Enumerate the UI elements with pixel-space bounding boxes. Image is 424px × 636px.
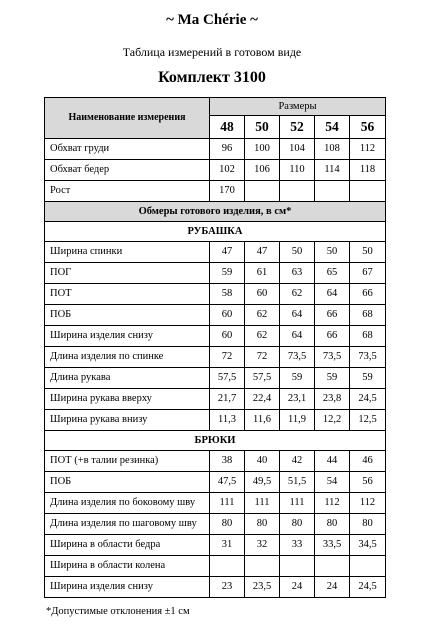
measurement-value: 72	[245, 347, 280, 368]
measurement-value: 112	[315, 493, 350, 514]
measurement-value: 65	[315, 263, 350, 284]
measurement-value: 62	[245, 305, 280, 326]
measurement-value: 60	[210, 326, 245, 347]
measurement-value: 110	[280, 160, 315, 181]
measurement-value: 33	[280, 535, 315, 556]
table-row	[45, 368, 386, 389]
measurement-value: 111	[245, 493, 280, 514]
measurement-value: 22,4	[245, 389, 280, 410]
measurement-value: 51,5	[280, 472, 315, 493]
measurement-value: 102	[210, 160, 245, 181]
measurement-value: 31	[210, 535, 245, 556]
measurement-value: 24	[280, 577, 315, 598]
measurement-value: 68	[350, 326, 386, 347]
measurement-label: ПОБ	[45, 472, 210, 493]
measurement-value: 73,5	[350, 347, 386, 368]
measurement-value: 23	[210, 577, 245, 598]
measurement-value: 66	[350, 284, 386, 305]
measurement-value: 111	[210, 493, 245, 514]
measurement-value: 118	[350, 160, 386, 181]
measurement-value: 46	[350, 451, 386, 472]
measurement-value: 80	[245, 514, 280, 535]
table-row	[45, 451, 386, 472]
measurement-value: 104	[280, 139, 315, 160]
measurement-value: 59	[210, 263, 245, 284]
measurement-label: Ширина изделия снизу	[45, 577, 210, 598]
measurement-label: Длина рукава	[45, 368, 210, 389]
measurement-value: 68	[350, 305, 386, 326]
measurement-value: 58	[210, 284, 245, 305]
measurement-value: 59	[280, 368, 315, 389]
measurement-value: 73,5	[315, 347, 350, 368]
size-header-cell: 52	[280, 116, 315, 139]
measurement-label: Ширина в области колена	[45, 556, 210, 577]
measurement-value: 24,5	[350, 577, 386, 598]
measurement-label: Ширина в области бедра	[45, 535, 210, 556]
measurement-value: 24	[315, 577, 350, 598]
table-row	[45, 326, 386, 347]
table-row	[45, 577, 386, 598]
measurement-value	[315, 556, 350, 577]
document-subtitle: Таблица измерений в готовом виде	[122, 45, 302, 59]
measurement-value: 40	[245, 451, 280, 472]
table-row	[45, 181, 386, 202]
measurement-value	[350, 181, 386, 202]
measurement-name-header: Наименование измерения	[45, 98, 210, 139]
measurement-value	[210, 556, 245, 577]
measurement-value: 11,6	[245, 410, 280, 431]
measurement-value: 80	[350, 514, 386, 535]
measurement-value: 80	[280, 514, 315, 535]
table-row	[45, 493, 386, 514]
measurement-value	[245, 556, 280, 577]
body-measurements	[45, 139, 386, 202]
measurement-value: 50	[315, 242, 350, 263]
measurement-value: 64	[315, 284, 350, 305]
table-row	[45, 284, 386, 305]
measurement-label: ПОГ	[45, 263, 210, 284]
measurement-value: 64	[280, 305, 315, 326]
size-header-cell: 50	[245, 116, 280, 139]
measurement-value	[280, 181, 315, 202]
pants-measurements	[45, 451, 386, 598]
measurement-value: 47	[245, 242, 280, 263]
measurement-value: 54	[315, 472, 350, 493]
measurement-value: 72	[210, 347, 245, 368]
sizes-header: Размеры	[210, 98, 386, 116]
size-header-cell: 48	[210, 116, 245, 139]
measurement-value: 47	[210, 242, 245, 263]
measurement-value: 60	[245, 284, 280, 305]
measurement-value: 80	[210, 514, 245, 535]
measurement-value: 57,5	[210, 368, 245, 389]
measurement-value: 34,5	[350, 535, 386, 556]
measurement-value: 23,8	[315, 389, 350, 410]
table-row	[45, 410, 386, 431]
measurement-label: Рост	[45, 181, 210, 202]
measurement-value: 23,5	[245, 577, 280, 598]
measurement-value: 49,5	[245, 472, 280, 493]
measurement-value: 64	[280, 326, 315, 347]
table-row	[45, 263, 386, 284]
measurement-value: 60	[210, 305, 245, 326]
table-row	[45, 556, 386, 577]
measurement-value: 114	[315, 160, 350, 181]
measurement-label: Длина изделия по шаговому шву	[45, 514, 210, 535]
measurement-label: Ширина рукава вверху	[45, 389, 210, 410]
measurement-value: 96	[210, 139, 245, 160]
header-row	[45, 98, 386, 116]
measurement-value: 112	[350, 139, 386, 160]
measurement-label: Обхват бедер	[45, 160, 210, 181]
table-row	[45, 139, 386, 160]
measurement-value	[280, 556, 315, 577]
finished-header: Обмеры готового изделия, в см*	[45, 202, 386, 222]
measurement-value	[315, 181, 350, 202]
measurement-label: Длина изделия по боковому шву	[45, 493, 210, 514]
size-header-cell: 54	[315, 116, 350, 139]
kit-title: Комплект 3100	[158, 69, 266, 86]
measurement-value: 62	[280, 284, 315, 305]
measurement-label: Ширина рукава внизу	[45, 410, 210, 431]
measurement-value: 112	[350, 493, 386, 514]
table-row	[45, 242, 386, 263]
table-row	[45, 389, 386, 410]
measurement-label: Обхват груди	[45, 139, 210, 160]
measurement-value: 11,9	[280, 410, 315, 431]
measurement-value: 38	[210, 451, 245, 472]
table-row	[45, 535, 386, 556]
measurement-value: 61	[245, 263, 280, 284]
pants-section-title: БРЮКИ	[45, 431, 386, 451]
measurement-value: 47,5	[210, 472, 245, 493]
measurement-value: 66	[315, 326, 350, 347]
measurement-value: 33,5	[315, 535, 350, 556]
table-row	[45, 347, 386, 368]
measurement-value: 63	[280, 263, 315, 284]
measurement-value: 50	[280, 242, 315, 263]
measurement-value: 56	[350, 472, 386, 493]
measurement-value: 108	[315, 139, 350, 160]
measurement-value: 21,7	[210, 389, 245, 410]
size-table	[44, 97, 386, 598]
measurement-value: 57,5	[245, 368, 280, 389]
measurement-value: 12,2	[315, 410, 350, 431]
measurement-value: 62	[245, 326, 280, 347]
measurement-label: Ширина изделия снизу	[45, 326, 210, 347]
brand-title: ~ Ma Chérie ~	[166, 12, 258, 28]
measurement-value: 73,5	[280, 347, 315, 368]
measurement-value: 23,1	[280, 389, 315, 410]
measurement-value: 66	[315, 305, 350, 326]
size-header-cell: 56	[350, 116, 386, 139]
measurement-value: 11,3	[210, 410, 245, 431]
measurement-label: Длина изделия по спинке	[45, 347, 210, 368]
measurement-value: 111	[280, 493, 315, 514]
measurement-label: Ширина спинки	[45, 242, 210, 263]
measurement-value: 80	[315, 514, 350, 535]
measurement-value: 44	[315, 451, 350, 472]
measurement-value: 100	[245, 139, 280, 160]
measurement-value	[245, 181, 280, 202]
measurement-value: 12,5	[350, 410, 386, 431]
footnote: *Допустимые отклонения ±1 см	[46, 606, 190, 617]
measurement-value	[350, 556, 386, 577]
measurement-value: 59	[350, 368, 386, 389]
pants-section	[45, 431, 386, 451]
measurement-label: ПОТ	[45, 284, 210, 305]
measurement-value: 67	[350, 263, 386, 284]
measurement-label: ПОБ	[45, 305, 210, 326]
finished-section	[45, 202, 386, 242]
measurement-value: 50	[350, 242, 386, 263]
shirt-section-title: РУБАШКА	[45, 222, 386, 242]
measurement-label: ПОТ (+в талии резинка)	[45, 451, 210, 472]
shirt-measurements	[45, 242, 386, 431]
measurement-value: 170	[210, 181, 245, 202]
table-row	[45, 160, 386, 181]
table-row	[45, 305, 386, 326]
measurement-value: 24,5	[350, 389, 386, 410]
measurement-value: 59	[315, 368, 350, 389]
measurement-value: 106	[245, 160, 280, 181]
measurement-value: 42	[280, 451, 315, 472]
table-row	[45, 472, 386, 493]
measurement-value: 32	[245, 535, 280, 556]
table-row	[45, 514, 386, 535]
